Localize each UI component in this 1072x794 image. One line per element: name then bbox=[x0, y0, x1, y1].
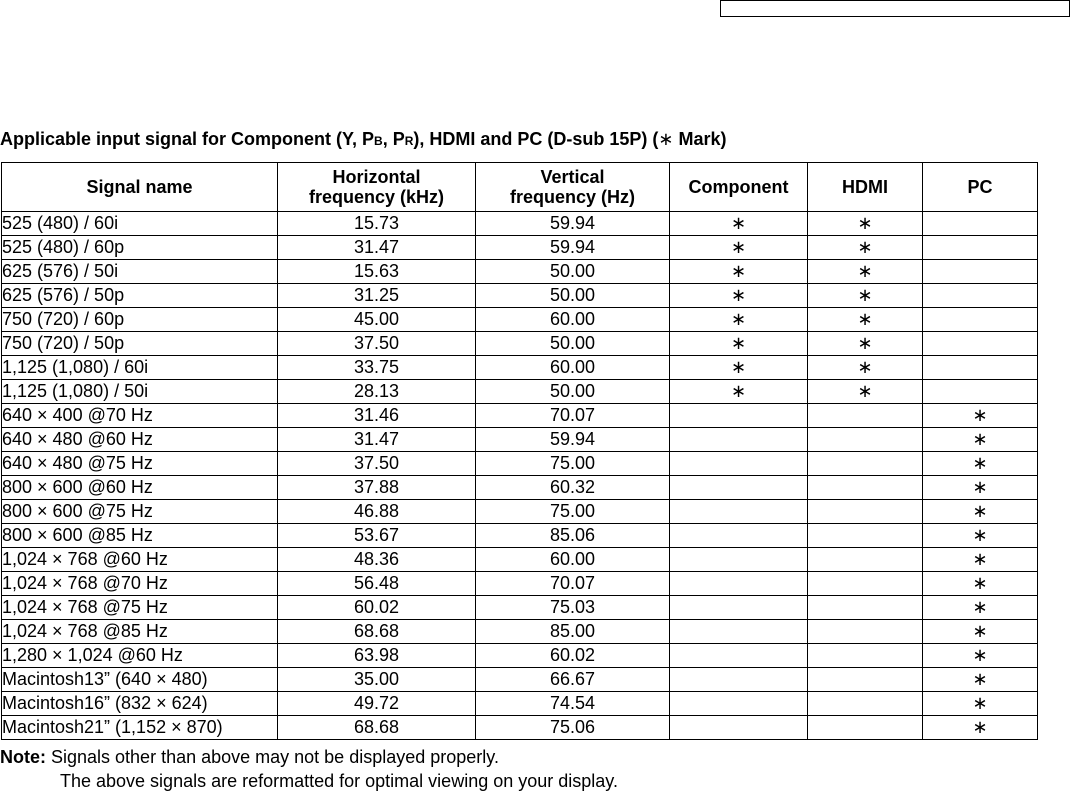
note-line1: Signals other than above may not be displayed properly. bbox=[46, 747, 499, 767]
cell-horizontal-freq: 31.47 bbox=[278, 236, 476, 260]
cell-vertical-freq: 60.00 bbox=[476, 308, 670, 332]
cell-component bbox=[670, 428, 808, 452]
cell-vertical-freq: 70.07 bbox=[476, 572, 670, 596]
cell-horizontal-freq: 33.75 bbox=[278, 356, 476, 380]
table-row bbox=[2, 284, 1038, 308]
cell-signal-name: 640 × 480 @75 Hz bbox=[2, 452, 278, 476]
cell-horizontal-freq: 68.68 bbox=[278, 716, 476, 740]
signal-table bbox=[1, 162, 1038, 740]
cell-component bbox=[670, 620, 808, 644]
cell-vertical-freq: 50.00 bbox=[476, 332, 670, 356]
cell-hdmi bbox=[808, 452, 923, 476]
cell-component bbox=[670, 548, 808, 572]
cell-vertical-freq: 70.07 bbox=[476, 404, 670, 428]
table-row bbox=[2, 716, 1038, 740]
cell-pc: ∗ bbox=[923, 404, 1038, 428]
cell-signal-name: 625 (576) / 50i bbox=[2, 260, 278, 284]
cell-vertical-freq: 50.00 bbox=[476, 284, 670, 308]
cell-vertical-freq: 74.54 bbox=[476, 692, 670, 716]
cell-vertical-freq: 60.00 bbox=[476, 356, 670, 380]
table-row bbox=[2, 692, 1038, 716]
table-row bbox=[2, 668, 1038, 692]
cell-pc: ∗ bbox=[923, 428, 1038, 452]
cell-vertical-freq: 66.67 bbox=[476, 668, 670, 692]
cell-horizontal-freq: 28.13 bbox=[278, 380, 476, 404]
table-row bbox=[2, 452, 1038, 476]
cell-signal-name: Macintosh16” (832 × 624) bbox=[2, 692, 278, 716]
cell-vertical-freq: 50.00 bbox=[476, 380, 670, 404]
cell-hdmi bbox=[808, 404, 923, 428]
cell-signal-name: 800 × 600 @60 Hz bbox=[2, 476, 278, 500]
table-row bbox=[2, 476, 1038, 500]
table-row bbox=[2, 620, 1038, 644]
cell-component bbox=[670, 692, 808, 716]
table-row bbox=[2, 548, 1038, 572]
cell-hdmi: ∗ bbox=[808, 380, 923, 404]
cell-pc: ∗ bbox=[923, 476, 1038, 500]
cell-horizontal-freq: 15.73 bbox=[278, 212, 476, 236]
cell-signal-name: 640 × 480 @60 Hz bbox=[2, 428, 278, 452]
table-row bbox=[2, 428, 1038, 452]
cell-signal-name: 1,024 × 768 @70 Hz bbox=[2, 572, 278, 596]
cell-vertical-freq: 75.03 bbox=[476, 596, 670, 620]
note-line2: The above signals are reformatted for optimal viewing on your display. bbox=[60, 771, 618, 791]
cell-horizontal-freq: 31.47 bbox=[278, 428, 476, 452]
col-header-vertical: Vertical frequency (Hz) bbox=[476, 163, 670, 212]
cell-component bbox=[670, 452, 808, 476]
cell-vertical-freq: 75.06 bbox=[476, 716, 670, 740]
cell-signal-name: 800 × 600 @75 Hz bbox=[2, 500, 278, 524]
cell-horizontal-freq: 60.02 bbox=[278, 596, 476, 620]
table-row bbox=[2, 644, 1038, 668]
cell-vertical-freq: 60.32 bbox=[476, 476, 670, 500]
cell-pc bbox=[923, 236, 1038, 260]
cell-component: ∗ bbox=[670, 380, 808, 404]
cell-pc: ∗ bbox=[923, 716, 1038, 740]
cell-horizontal-freq: 31.25 bbox=[278, 284, 476, 308]
cell-pc: ∗ bbox=[923, 620, 1038, 644]
cell-signal-name: 800 × 600 @85 Hz bbox=[2, 524, 278, 548]
table-row bbox=[2, 308, 1038, 332]
cell-component bbox=[670, 476, 808, 500]
cell-component bbox=[670, 596, 808, 620]
cell-horizontal-freq: 53.67 bbox=[278, 524, 476, 548]
col-header-horizontal: Horizontal frequency (kHz) bbox=[278, 163, 476, 212]
cell-horizontal-freq: 49.72 bbox=[278, 692, 476, 716]
cell-signal-name: 750 (720) / 50p bbox=[2, 332, 278, 356]
cell-signal-name: Macintosh21” (1,152 × 870) bbox=[2, 716, 278, 740]
cell-hdmi bbox=[808, 524, 923, 548]
table-row bbox=[2, 404, 1038, 428]
table-row bbox=[2, 260, 1038, 284]
cell-signal-name: 525 (480) / 60i bbox=[2, 212, 278, 236]
cell-hdmi bbox=[808, 428, 923, 452]
cell-pc: ∗ bbox=[923, 548, 1038, 572]
subscript-r: R bbox=[404, 134, 414, 148]
cell-horizontal-freq: 37.88 bbox=[278, 476, 476, 500]
cell-vertical-freq: 75.00 bbox=[476, 500, 670, 524]
cell-pc: ∗ bbox=[923, 692, 1038, 716]
cell-signal-name: 640 × 400 @70 Hz bbox=[2, 404, 278, 428]
cell-pc bbox=[923, 260, 1038, 284]
cell-vertical-freq: 85.06 bbox=[476, 524, 670, 548]
cell-hdmi bbox=[808, 668, 923, 692]
cell-hdmi bbox=[808, 620, 923, 644]
cell-component bbox=[670, 716, 808, 740]
cell-vertical-freq: 85.00 bbox=[476, 620, 670, 644]
cell-pc: ∗ bbox=[923, 524, 1038, 548]
table-row bbox=[2, 500, 1038, 524]
cell-signal-name: 1,024 × 768 @75 Hz bbox=[2, 596, 278, 620]
cell-signal-name: 1,024 × 768 @85 Hz bbox=[2, 620, 278, 644]
cell-hdmi: ∗ bbox=[808, 236, 923, 260]
cell-vertical-freq: 60.00 bbox=[476, 548, 670, 572]
cell-horizontal-freq: 31.46 bbox=[278, 404, 476, 428]
cell-signal-name: 1,125 (1,080) / 50i bbox=[2, 380, 278, 404]
cell-hdmi: ∗ bbox=[808, 260, 923, 284]
header-box bbox=[720, 0, 1070, 17]
cell-component: ∗ bbox=[670, 260, 808, 284]
note bbox=[0, 745, 618, 793]
table-row bbox=[2, 356, 1038, 380]
cell-horizontal-freq: 45.00 bbox=[278, 308, 476, 332]
cell-horizontal-freq: 56.48 bbox=[278, 572, 476, 596]
col-header-component: Component bbox=[670, 163, 808, 212]
cell-hdmi bbox=[808, 596, 923, 620]
cell-component bbox=[670, 668, 808, 692]
cell-horizontal-freq: 63.98 bbox=[278, 644, 476, 668]
cell-pc bbox=[923, 212, 1038, 236]
cell-hdmi bbox=[808, 548, 923, 572]
cell-horizontal-freq: 37.50 bbox=[278, 332, 476, 356]
cell-vertical-freq: 60.02 bbox=[476, 644, 670, 668]
cell-component: ∗ bbox=[670, 212, 808, 236]
cell-component bbox=[670, 500, 808, 524]
cell-hdmi bbox=[808, 644, 923, 668]
table-row bbox=[2, 212, 1038, 236]
cell-hdmi: ∗ bbox=[808, 212, 923, 236]
cell-component: ∗ bbox=[670, 308, 808, 332]
cell-component: ∗ bbox=[670, 284, 808, 308]
table-row bbox=[2, 524, 1038, 548]
cell-hdmi bbox=[808, 716, 923, 740]
cell-signal-name: 1,280 × 1,024 @60 Hz bbox=[2, 644, 278, 668]
cell-pc bbox=[923, 356, 1038, 380]
cell-pc: ∗ bbox=[923, 644, 1038, 668]
subscript-b: B bbox=[374, 134, 383, 148]
cell-hdmi bbox=[808, 572, 923, 596]
cell-hdmi: ∗ bbox=[808, 332, 923, 356]
cell-signal-name: 1,125 (1,080) / 60i bbox=[2, 356, 278, 380]
table-row bbox=[2, 380, 1038, 404]
cell-hdmi: ∗ bbox=[808, 284, 923, 308]
cell-hdmi bbox=[808, 476, 923, 500]
cell-component bbox=[670, 404, 808, 428]
cell-pc: ∗ bbox=[923, 572, 1038, 596]
cell-signal-name: 750 (720) / 60p bbox=[2, 308, 278, 332]
table-row bbox=[2, 572, 1038, 596]
col-header-signal: Signal name bbox=[2, 163, 278, 212]
cell-component bbox=[670, 524, 808, 548]
cell-hdmi bbox=[808, 500, 923, 524]
cell-vertical-freq: 75.00 bbox=[476, 452, 670, 476]
cell-pc: ∗ bbox=[923, 500, 1038, 524]
cell-pc: ∗ bbox=[923, 452, 1038, 476]
cell-component bbox=[670, 644, 808, 668]
cell-hdmi: ∗ bbox=[808, 308, 923, 332]
cell-vertical-freq: 59.94 bbox=[476, 236, 670, 260]
cell-horizontal-freq: 68.68 bbox=[278, 620, 476, 644]
cell-signal-name: Macintosh13” (640 × 480) bbox=[2, 668, 278, 692]
cell-horizontal-freq: 46.88 bbox=[278, 500, 476, 524]
table-row bbox=[2, 236, 1038, 260]
cell-horizontal-freq: 48.36 bbox=[278, 548, 476, 572]
cell-pc bbox=[923, 284, 1038, 308]
table-heading: Applicable input signal for Component (Y, PB, PR), HDMI and PC (D-sub 15P) (∗ Mark) bbox=[0, 129, 727, 149]
col-header-hdmi: HDMI bbox=[808, 163, 923, 212]
cell-vertical-freq: 50.00 bbox=[476, 260, 670, 284]
cell-pc bbox=[923, 380, 1038, 404]
cell-horizontal-freq: 37.50 bbox=[278, 452, 476, 476]
cell-hdmi bbox=[808, 692, 923, 716]
table-row bbox=[2, 332, 1038, 356]
cell-component bbox=[670, 572, 808, 596]
col-header-pc: PC bbox=[923, 163, 1038, 212]
cell-signal-name: 1,024 × 768 @60 Hz bbox=[2, 548, 278, 572]
cell-component: ∗ bbox=[670, 356, 808, 380]
cell-component: ∗ bbox=[670, 332, 808, 356]
mark-symbol: ∗ bbox=[658, 129, 674, 149]
cell-component: ∗ bbox=[670, 236, 808, 260]
cell-vertical-freq: 59.94 bbox=[476, 428, 670, 452]
cell-signal-name: 625 (576) / 50p bbox=[2, 284, 278, 308]
table-header-row bbox=[2, 163, 1038, 212]
cell-pc: ∗ bbox=[923, 668, 1038, 692]
cell-hdmi: ∗ bbox=[808, 356, 923, 380]
cell-pc: ∗ bbox=[923, 596, 1038, 620]
note-label: Note: bbox=[0, 747, 46, 767]
cell-signal-name: 525 (480) / 60p bbox=[2, 236, 278, 260]
cell-horizontal-freq: 15.63 bbox=[278, 260, 476, 284]
cell-vertical-freq: 59.94 bbox=[476, 212, 670, 236]
cell-pc bbox=[923, 332, 1038, 356]
table-row bbox=[2, 596, 1038, 620]
cell-pc bbox=[923, 308, 1038, 332]
cell-horizontal-freq: 35.00 bbox=[278, 668, 476, 692]
